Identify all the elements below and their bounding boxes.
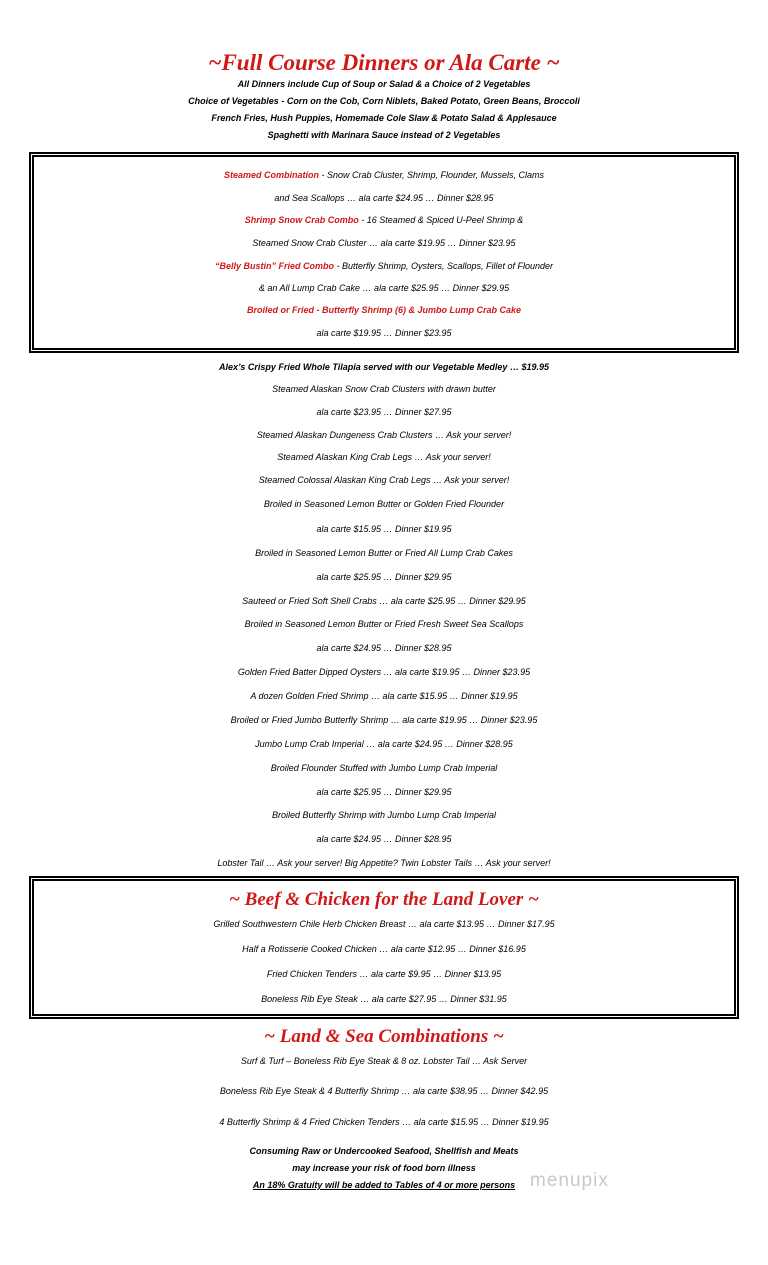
- health-warning-line-1: Consuming Raw or Undercooked Seafood, Shellfish and Meats: [249, 1146, 519, 1156]
- land-sea-line: Surf & Turf – Boneless Rib Eye Steak & 8 oz. Lobster Tail … Ask Server: [240, 1056, 528, 1066]
- menu-title: ~Full Course Dinners or Ala Carte ~: [208, 50, 560, 75]
- seafood-line: Steamed Alaskan Snow Crab Clusters with drawn butter: [272, 384, 496, 394]
- combo-shrimp-snow-desc: - 16 Steamed & Spiced U-Peel Shrimp &: [358, 215, 524, 225]
- watermark: menupix: [530, 1170, 609, 1191]
- combo-broiled-line-2: ala carte $19.95 … Dinner $23.95: [316, 328, 452, 338]
- combo-broiled-line-1: [0, 300, 768, 320]
- seafood-line: ala carte $25.95 … Dinner $29.95: [316, 787, 452, 797]
- seafood-line: Golden Fried Batter Dipped Oysters … ala carte $19.95 … Dinner $23.95: [237, 667, 531, 677]
- header-line-4: Spaghetti with Marinara Sauce instead of 2 Vegetables: [267, 130, 501, 140]
- seafood-line: ala carte $24.95 … Dinner $28.95: [316, 834, 452, 844]
- header-line-2: Choice of Vegetables - Corn on the Cob, Corn Niblets, Baked Potato, Green Beans, Broccoli: [188, 96, 580, 106]
- seafood-line: Broiled in Seasoned Lemon Butter or Golden Fried Flounder: [263, 499, 505, 509]
- seafood-line: Broiled Butterfly Shrimp with Jumbo Lump Crab Imperial: [271, 810, 497, 820]
- seafood-line: Steamed Colossal Alaskan King Crab Legs … Ask your server!: [258, 475, 510, 485]
- seafood-line: ala carte $23.95 … Dinner $27.95: [316, 407, 452, 417]
- health-warning-line-2: may increase your risk of food born illness: [292, 1163, 476, 1173]
- combo-shrimp-snow-name: Shrimp Snow Crab Combo: [244, 215, 359, 225]
- seafood-line: Steamed Alaskan Dungeness Crab Clusters … Ask your server!: [256, 430, 512, 440]
- seafood-line: ala carte $24.95 … Dinner $28.95: [316, 643, 452, 653]
- combo-steamed-name: Steamed Combination: [223, 170, 319, 180]
- combo-shrimp-snow-line-1: [0, 210, 768, 230]
- combo-belly-name: “Belly Bustin” Fried Combo: [214, 261, 334, 271]
- gratuity-notice: [0, 1177, 768, 1193]
- combo-steamed-line-2: and Sea Scallops … ala carte $24.95 … Dinner $28.95: [274, 193, 494, 203]
- land-section-title: ~ Beef & Chicken for the Land Lover ~: [229, 889, 539, 910]
- land-sea-line: 4 Butterfly Shrimp & 4 Fried Chicken Tenders … ala carte $15.95 … Dinner $19.95: [219, 1117, 549, 1127]
- combo-steamed-line-1: [0, 165, 768, 185]
- combo-steamed-desc: - Snow Crab Cluster, Shrimp, Flounder, Mussels, Clams: [318, 170, 545, 180]
- land-sea-section-title: ~ Land & Sea Combinations ~: [264, 1026, 504, 1047]
- combo-belly-desc: - Butterfly Shrimp, Oysters, Scallops, Fillet of Flounder: [333, 261, 554, 271]
- seafood-line: Broiled in Seasoned Lemon Butter or Fried All Lump Crab Cakes: [255, 548, 513, 558]
- seafood-line: A dozen Golden Fried Shrimp … ala carte $15.95 … Dinner $19.95: [250, 691, 518, 701]
- seafood-line: Broiled in Seasoned Lemon Butter or Fried Fresh Sweet Sea Scallops: [244, 619, 524, 629]
- combo-broiled-name: Broiled or Fried - Butterfly Shrimp (6) & Jumbo Lump Crab Cake: [246, 305, 522, 315]
- seafood-line: ala carte $15.95 … Dinner $19.95: [316, 524, 452, 534]
- seafood-line: Broiled or Fried Jumbo Butterfly Shrimp … ala carte $19.95 … Dinner $23.95: [230, 715, 538, 725]
- land-line: Fried Chicken Tenders … ala carte $9.95 … Dinner $13.95: [266, 969, 502, 979]
- tilapia-headline: Alex’s Crispy Fried Whole Tilapia served with our Vegetable Medley … $19.95: [219, 362, 549, 372]
- land-sea-line: Boneless Rib Eye Steak & 4 Butterfly Shrimp … ala carte $38.95 … Dinner $42.95: [219, 1086, 549, 1096]
- land-line: Grilled Southwestern Chile Herb Chicken Breast … ala carte $13.95 … Dinner $17.95: [213, 919, 555, 929]
- seafood-line: Sauteed or Fried Soft Shell Crabs … ala carte $25.95 … Dinner $29.95: [242, 596, 526, 606]
- seafood-line: Jumbo Lump Crab Imperial … ala carte $24.95 … Dinner $28.95: [255, 739, 513, 749]
- seafood-line: Lobster Tail … Ask your server! Big Appetite? Twin Lobster Tails … Ask your server!: [217, 858, 551, 868]
- seafood-line: Broiled Flounder Stuffed with Jumbo Lump Crab Imperial: [270, 763, 498, 773]
- gratuity-text: An 18% Gratuity will be added to Tables of 4 or more persons: [252, 1180, 516, 1190]
- combo-belly-line-1: [0, 256, 768, 276]
- land-line: Boneless Rib Eye Steak … ala carte $27.95 … Dinner $31.95: [261, 994, 507, 1004]
- seafood-line: Steamed Alaskan King Crab Legs … Ask your server!: [277, 452, 491, 462]
- header-line-1: All Dinners include Cup of Soup or Salad & a Choice of 2 Vegetables: [237, 79, 531, 89]
- land-line: Half a Rotisserie Cooked Chicken … ala carte $12.95 … Dinner $16.95: [242, 944, 526, 954]
- header-line-3: French Fries, Hush Puppies, Homemade Cole Slaw & Potato Salad & Applesauce: [211, 113, 557, 123]
- combo-shrimp-snow-line-2: Steamed Snow Crab Cluster … ala carte $19.95 … Dinner $23.95: [252, 238, 516, 248]
- seafood-line: ala carte $25.95 … Dinner $29.95: [316, 572, 452, 582]
- combo-belly-line-2: & an All Lump Crab Cake … ala carte $25.95 … Dinner $29.95: [258, 283, 510, 293]
